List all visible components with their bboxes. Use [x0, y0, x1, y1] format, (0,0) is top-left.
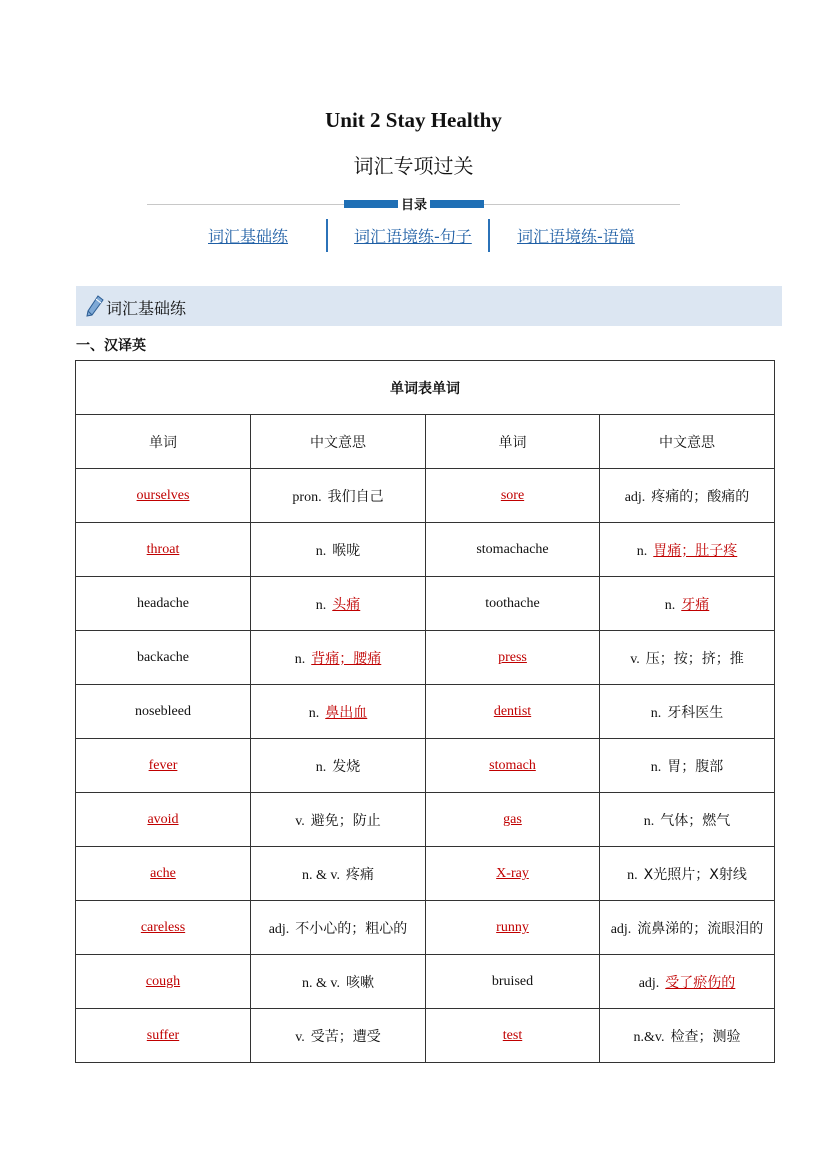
meaning-cell: [251, 577, 426, 631]
meaning-text: 疼痛的；酸痛的: [651, 488, 750, 505]
toc-separator: [488, 219, 490, 252]
answer-word: sore: [500, 488, 525, 503]
word-cell: [76, 523, 251, 577]
meaning-text: 流鼻涕的；流眼泪的: [637, 920, 764, 937]
answer-word: ache: [150, 866, 176, 881]
word-cell: [426, 901, 600, 955]
word-cell: [76, 685, 251, 739]
word-cell: [426, 739, 600, 793]
word-cell: [426, 793, 600, 847]
word-cell: [426, 577, 600, 631]
meaning-text: 牙科医生: [667, 704, 724, 721]
meaning-text: 不小心的；粗心的: [295, 920, 408, 937]
column-header: 单词: [426, 415, 600, 469]
pencil-icon: [86, 295, 104, 317]
part-of-speech: n.: [308, 705, 320, 721]
table-row: [76, 577, 775, 631]
meaning-text: 检查；测验: [670, 1028, 741, 1045]
part-of-speech: n. & v.: [302, 975, 340, 991]
toc-link-basic[interactable]: 词汇基础练: [208, 227, 289, 246]
part-of-speech: n.: [315, 543, 327, 559]
meaning-cell: [600, 469, 775, 523]
section-title: 词汇基础练: [106, 299, 187, 318]
part-of-speech: adj.: [638, 975, 660, 991]
part-of-speech: n.: [650, 759, 662, 775]
word-cell: [76, 631, 251, 685]
part-of-speech: n.: [315, 597, 327, 613]
table-row: [76, 685, 775, 739]
answer-word: suffer: [146, 1028, 180, 1043]
part-of-speech: n. & v.: [302, 867, 340, 883]
meaning-cell: [600, 847, 775, 901]
word-cell: [76, 955, 251, 1009]
meaning-text: 胃；腹部: [667, 758, 724, 775]
word-cell: [76, 901, 251, 955]
meaning-cell: [251, 631, 426, 685]
part-of-speech: n.&v.: [633, 1029, 665, 1045]
meaning-cell: [251, 685, 426, 739]
table-row: [76, 955, 775, 1009]
part-title: 一、汉译英: [76, 338, 146, 354]
meaning-text: 发烧: [332, 758, 361, 775]
answer-word: avoid: [147, 812, 179, 827]
word-cell: [426, 631, 600, 685]
word-cell: [76, 847, 251, 901]
meaning-cell: [600, 955, 775, 1009]
word-text: backache: [136, 650, 190, 665]
meaning-cell: [251, 1009, 426, 1063]
part-of-speech: n.: [315, 759, 327, 775]
meaning-text: 气体；燃气: [660, 812, 731, 829]
answer-meaning: 受了瘀伤的: [665, 974, 736, 991]
meaning-text: 咳嗽: [345, 974, 374, 991]
word-cell: [76, 577, 251, 631]
word-text: stomachache: [476, 542, 549, 557]
part-of-speech: v.: [630, 651, 640, 667]
meaning-cell: [251, 955, 426, 1009]
answer-meaning: 胃痛；肚子疼: [653, 542, 738, 559]
page-title: Unit 2 Stay Healthy: [325, 108, 502, 132]
meaning-text: 喉咙: [332, 542, 361, 559]
meaning-cell: [600, 1009, 775, 1063]
answer-meaning: 鼻出血: [325, 704, 368, 721]
meaning-cell: [600, 685, 775, 739]
word-text: bruised: [491, 974, 534, 989]
word-cell: [76, 739, 251, 793]
toc-accent-left: [344, 200, 400, 208]
meaning-cell: [600, 793, 775, 847]
part-of-speech: adj.: [610, 921, 632, 937]
page-subtitle: 词汇专项过关: [353, 154, 474, 178]
part-of-speech: adj.: [268, 921, 290, 937]
word-cell: [426, 955, 600, 1009]
column-header: 中文意思: [600, 415, 775, 469]
meaning-cell: [600, 739, 775, 793]
answer-meaning: 牙痛: [681, 596, 710, 613]
meaning-cell: [600, 901, 775, 955]
part-of-speech: n.: [636, 543, 648, 559]
table-row: [76, 469, 775, 523]
part-of-speech: pron.: [292, 489, 322, 505]
toc-separator: [326, 219, 328, 252]
table-row: [76, 793, 775, 847]
table-caption: 单词表单词: [76, 361, 775, 415]
answer-meaning: 头痛: [332, 596, 361, 613]
meaning-cell: [251, 901, 426, 955]
table-row: [76, 1009, 775, 1063]
meaning-text: 受苦；遭受: [310, 1028, 381, 1045]
answer-word: runny: [496, 920, 529, 935]
answer-word: cough: [145, 974, 181, 989]
part-of-speech: n.: [294, 651, 306, 667]
toc-link-passage[interactable]: 词汇语境练-语篇: [517, 227, 635, 246]
table-row: [76, 523, 775, 577]
meaning-cell: [600, 631, 775, 685]
meaning-cell: [251, 793, 426, 847]
word-text: headache: [136, 596, 190, 611]
meaning-text: 避免；防止: [310, 812, 381, 829]
answer-word: dentist: [493, 704, 532, 719]
meaning-cell: [251, 523, 426, 577]
word-cell: [426, 523, 600, 577]
word-cell: [426, 469, 600, 523]
answer-word: X-ray: [496, 866, 529, 881]
word-cell: [76, 469, 251, 523]
answer-meaning: 背痛；腰痛: [311, 650, 382, 667]
toc-label: 目录: [398, 194, 430, 213]
toc-link-sentence[interactable]: 词汇语境练-句子: [354, 227, 472, 246]
part-of-speech: n.: [627, 867, 638, 883]
part-of-speech: v.: [295, 1029, 305, 1045]
answer-word: fever: [148, 758, 178, 773]
word-cell: [76, 1009, 251, 1063]
meaning-cell: [251, 469, 426, 523]
meaning-cell: [600, 523, 775, 577]
word-cell: [426, 847, 600, 901]
answer-word: press: [498, 650, 527, 665]
vocabulary-table: [75, 360, 775, 1063]
answer-word: careless: [140, 920, 186, 935]
part-of-speech: n.: [664, 597, 676, 613]
meaning-cell: [251, 739, 426, 793]
meaning-cell: [251, 847, 426, 901]
table-row: [76, 739, 775, 793]
part-of-speech: adj.: [624, 489, 646, 505]
word-cell: [426, 685, 600, 739]
column-header: 中文意思: [251, 415, 426, 469]
word-text: toothache: [485, 596, 540, 611]
word-text: nosebleed: [135, 704, 191, 719]
column-header: 单词: [76, 415, 251, 469]
answer-word: stomach: [489, 758, 536, 773]
meaning-text: 疼痛: [345, 866, 374, 883]
meaning-cell: [600, 577, 775, 631]
part-of-speech: n.: [650, 705, 662, 721]
answer-word: test: [502, 1028, 523, 1043]
word-cell: [426, 1009, 600, 1063]
meaning-text: X光照片；X射线: [643, 866, 747, 883]
part-of-speech: n.: [643, 813, 655, 829]
answer-word: gas: [503, 812, 522, 827]
table-row: [76, 847, 775, 901]
answer-word: ourselves: [136, 488, 190, 503]
meaning-text: 压；按；挤；推: [645, 650, 744, 667]
word-cell: [76, 793, 251, 847]
part-of-speech: v.: [295, 813, 305, 829]
table-header-row: [76, 415, 775, 469]
table-row: [76, 901, 775, 955]
table-row: [76, 631, 775, 685]
meaning-text: 我们自己: [327, 488, 384, 505]
toc-accent-right: [428, 200, 484, 208]
answer-word: throat: [146, 542, 180, 557]
